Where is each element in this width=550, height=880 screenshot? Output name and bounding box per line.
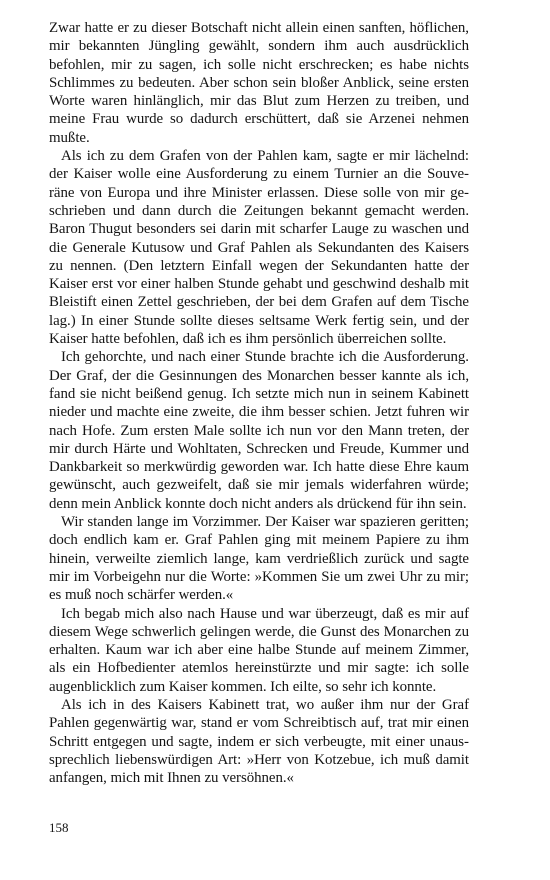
paragraph-3: Ich gehorchte, und nach einer Stunde brachte ich die Ausforderung. Der Graf, der die Gesinnungen des Monarchen besser kannte als ich, fand sie nicht beißend genug. Ich setzte mich nun in seinem Kabinett nieder und machte eine zweite, die ihm besser schien. Jetzt fuhren wir nach Hofe. Zum ersten Male sollte ich nun vor den Mann treten, der mir durch Härte und Wohltaten, Schrecken und Freude, Kummer und Dankbarkeit so merkwürdig geworden war. Ich hatte diese Ehre kaum gewünscht, auch gezweifelt, daß sie mir jemals widerfahren würde; denn mein Anblick konnte doch nicht anders als drückend für ihn sein.	[49, 349, 469, 512]
paragraph-5: Ich begab mich also nach Hause und war überzeugt, daß es mir auf diesem Wege schwerlich gelingen werde, die Gunst des Monarchen zu erhalten. Kaum war ich aber eine halbe Stunde auf meinem Zimmer, als ein Hofbedienter atemlos hereinstürzte und mir sagte: ich solle augenblicklich zum Kaiser kommen. Ich eilte, so sehr ich konnte.	[49, 605, 469, 695]
page-number: 158	[49, 820, 69, 835]
paragraph-1: Zwar hatte er zu dieser Botschaft nicht allein einen sanften, höflichen, mir bekannten Jüngling gewählt, sondern ihm auch ausdrücklich befohlen, mir zu sagen, ich solle nicht erschrecken; es habe nichts Schlimmes zu bedeuten. Aber schon sein bloßer Anblick, seine ersten Worte waren hinlänglich, mir das Blut zum Herzen zu treiben, und meine Frau wurde so dadurch erschüttert, daß sie Arzenei nehmen mußte.	[49, 20, 469, 146]
paragraph-4: Wir standen lange im Vorzimmer. Der Kaiser war spazieren geritten; doch endlich kam er. Graf Pahlen ging mit meinem Papiere zu ihm hinein, verweilte ziemlich lange, kam verdrießlich zurück und sagte mir im Vorbeigehn nur die Worte: »Kommen Sie um zwei Uhr zu mir; es muß noch schärfer werden.«	[49, 514, 469, 604]
paragraph-6: Als ich in des Kaisers Kabinett trat, wo außer ihm nur der Graf Pahlen gegenwärtig war, stand er vom Schreibtisch auf, trat mir einen Schritt entgegen und sagte, indem er sich verbeugte, mit einer unaussprechlich liebenswürdigen Art: »Herr von Kotzebue, ich muß damit anfangen, mich mit Ihnen zu versöhnen.«	[49, 696, 469, 787]
page-body	[49, 19, 469, 787]
paragraph-2: Als ich zu dem Grafen von der Pahlen kam, sagte er mir lächelnd: der Kaiser wolle eine Ausforderung zu einem Turnier an die Souveräne von Europa und ihre Minister erlassen. Diese solle von mir geschrieben und dann durch die Zeitungen bekannt gemacht werden. Baron Thugut besonders sei darin mit scharfer Lauge zu waschen und die Generale Kutusow und Graf Pahlen als Sekundanten des Kaisers zu nennen. (Den letztern Einfall wegen der Sekundanten hatte der Kaiser erst vor einer halben Stunde gehabt und geschwind deshalb mit Bleistift einen Zettel geschrieben, der bei dem Grafen auf dem Tische lag.) In einer Stunde sollte dieses seltsame Werk fertig sein, und der Kaiser hatte befohlen, daß ich es ihm persönlich überreichen sollte.	[49, 148, 469, 348]
